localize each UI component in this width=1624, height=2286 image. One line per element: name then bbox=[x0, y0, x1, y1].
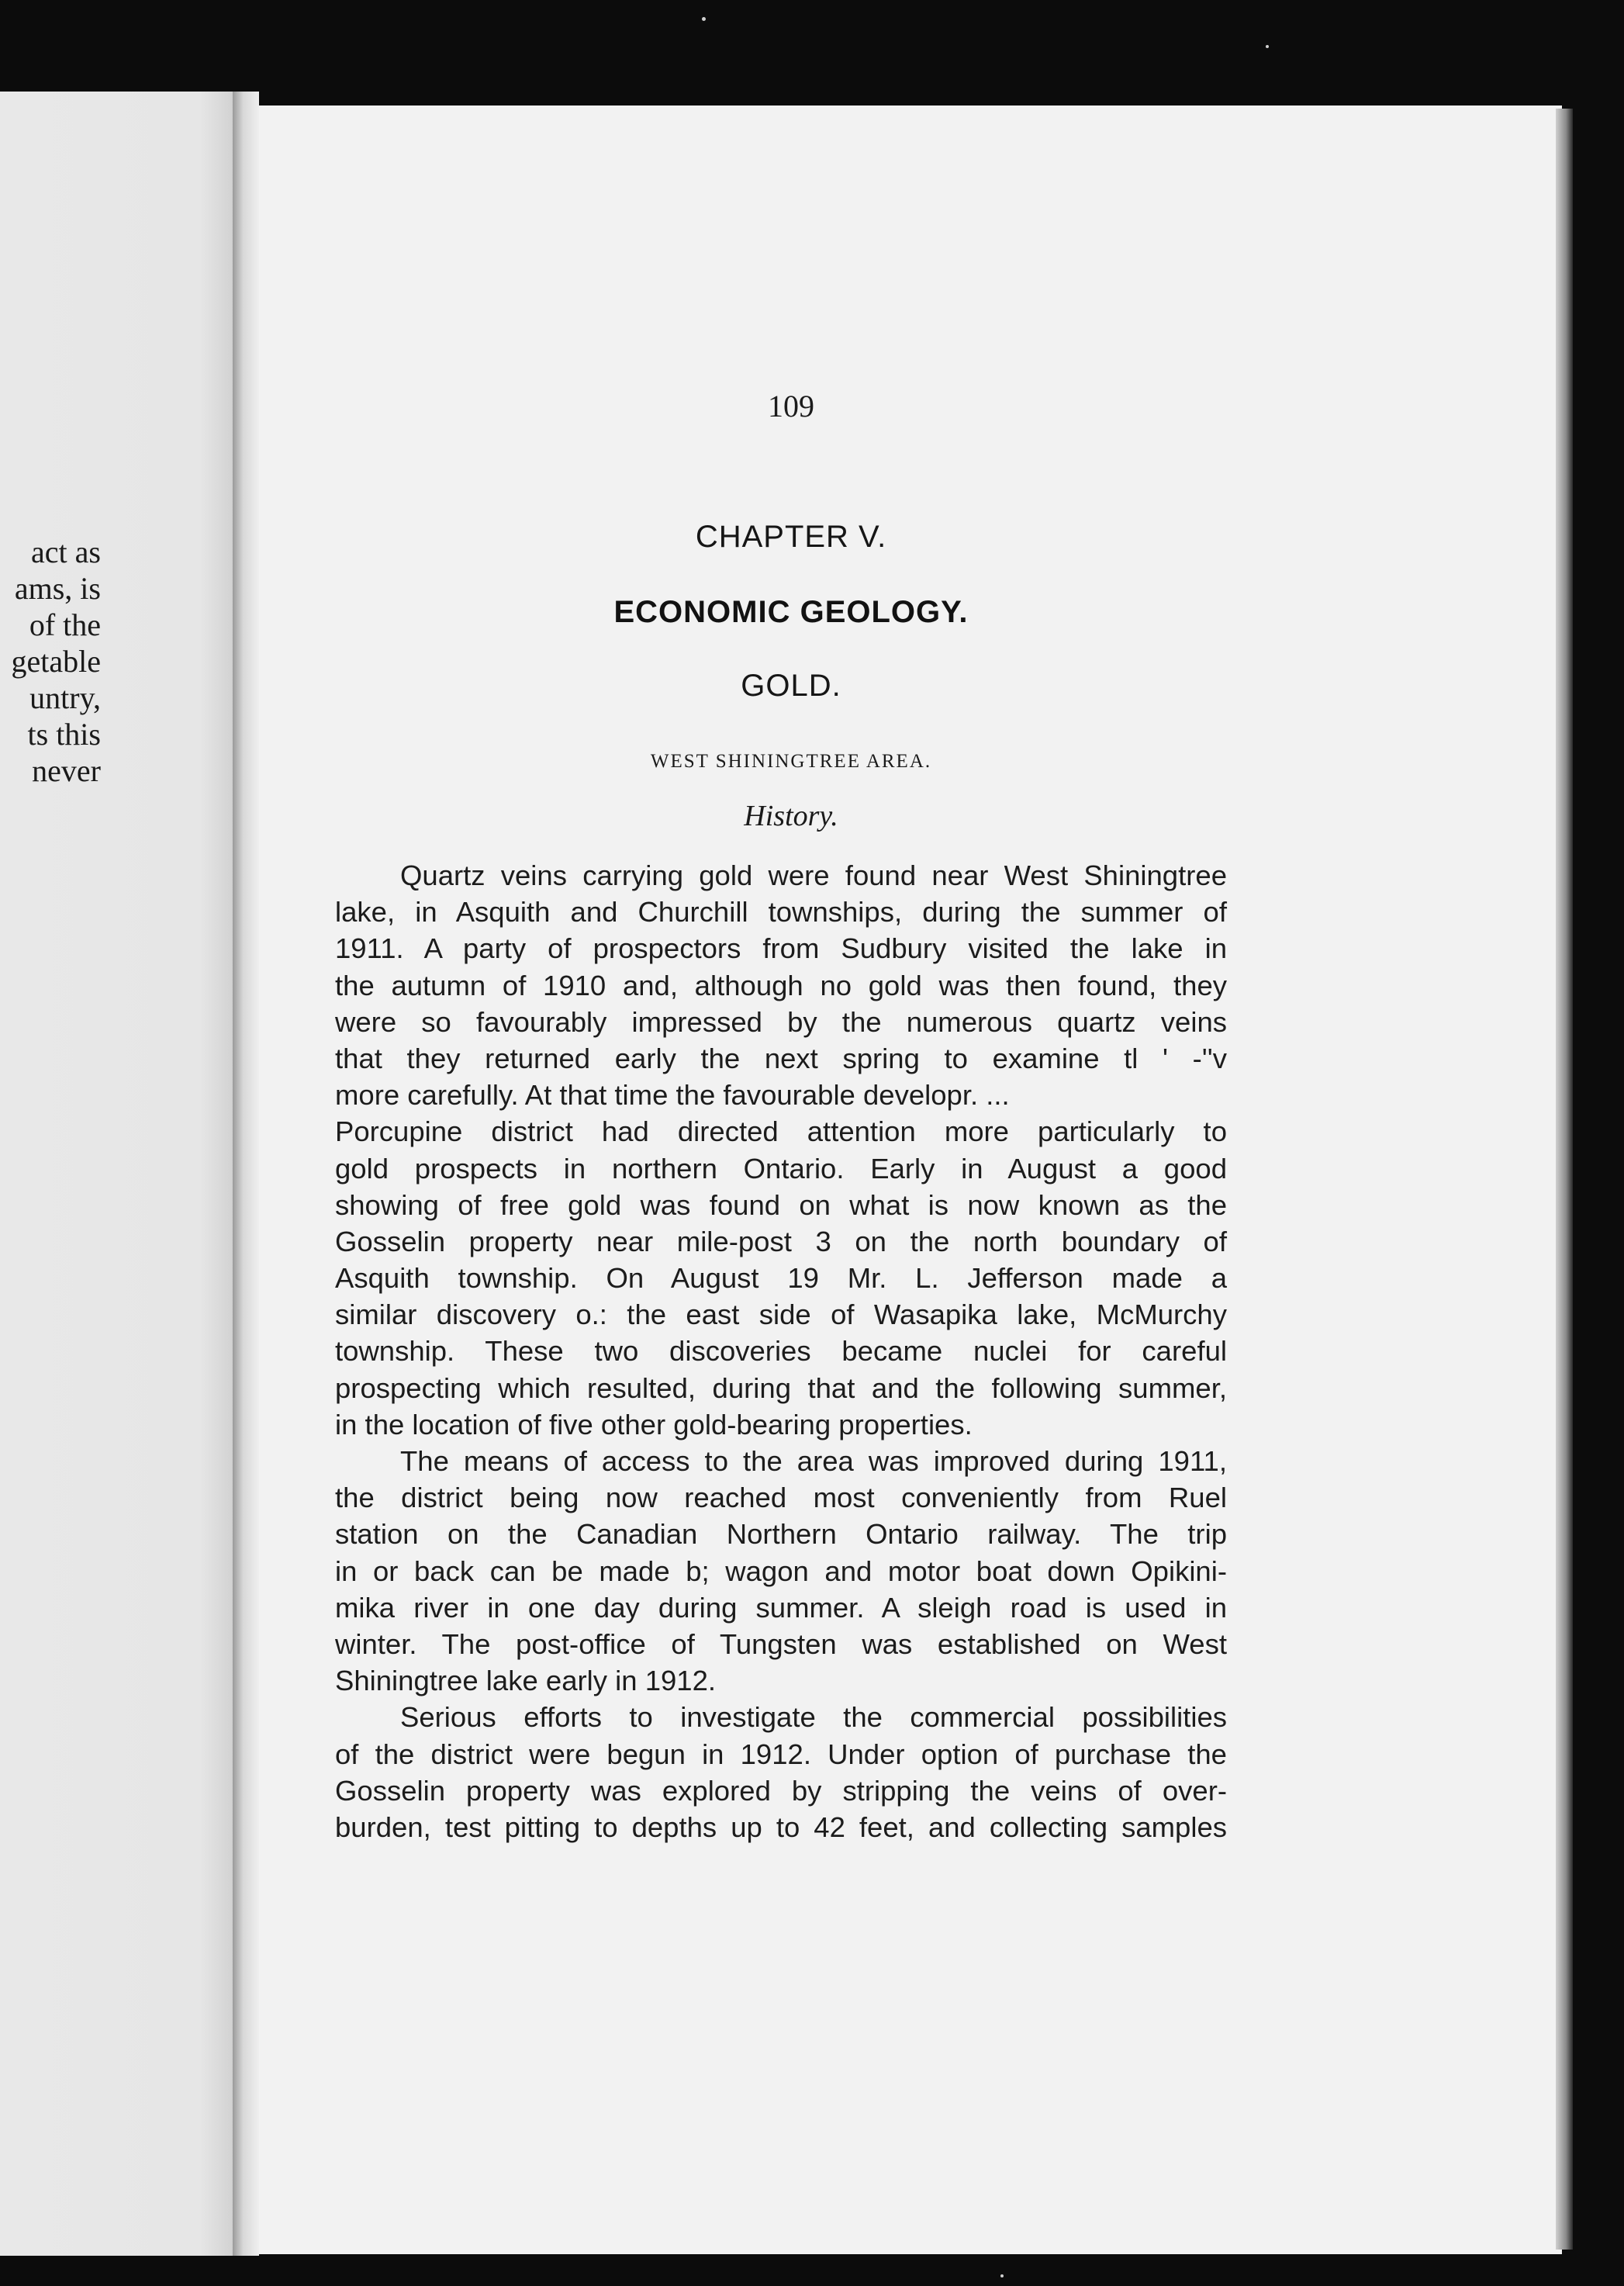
text-line: burden, test pitting to depths up to 42 feet, and collecting samples bbox=[335, 1810, 1227, 1843]
paragraph bbox=[335, 1443, 1227, 1699]
page-edge bbox=[1556, 109, 1573, 2250]
body-text bbox=[335, 857, 1227, 1845]
left-page-line: of the bbox=[29, 607, 101, 642]
text-line: Quartz veins carrying gold were found near West Shiningtree bbox=[400, 859, 1227, 891]
left-page-line: untry, bbox=[29, 680, 101, 715]
text-line: were so favourably impressed by the numerous quartz veins bbox=[335, 1005, 1227, 1038]
text-line: that they returned early the next spring to examine tl ' -''v bbox=[335, 1042, 1227, 1074]
text-line: winter. The post-office of Tungsten was established on West bbox=[335, 1627, 1227, 1660]
scan-speck bbox=[1266, 45, 1269, 48]
area-heading: WEST SHININGTREE AREA. bbox=[650, 751, 932, 772]
text-line: prospecting which resulted, during that and the following summer, bbox=[335, 1371, 1227, 1404]
text-line: of the district were begun in 1912. Under option of purchase the bbox=[335, 1738, 1227, 1770]
text-line: The means of access to the area was improved during 1911, bbox=[400, 1445, 1227, 1477]
left-page-line: ts this bbox=[27, 717, 101, 752]
text-line: township. These two discoveries became nuclei for careful bbox=[335, 1335, 1227, 1368]
scan-speck bbox=[1000, 2274, 1004, 2277]
scan-speck bbox=[702, 17, 706, 21]
text-line: the autumn of 1910 and, although no gold was then found, they bbox=[335, 969, 1227, 1001]
chapter-title: CHAPTER V. bbox=[695, 520, 887, 554]
left-page-line: never bbox=[32, 753, 101, 788]
left-page-line: ams, is bbox=[14, 571, 101, 606]
text-line: 1911. A party of prospectors from Sudbury visited the lake in bbox=[335, 932, 1227, 965]
left-page-text bbox=[0, 534, 101, 789]
text-line: the district being now reached most conveniently from Ruel bbox=[335, 1482, 1227, 1514]
text-line: Gosselin property near mile-post 3 on the north boundary of bbox=[335, 1225, 1227, 1257]
history-subheading: History. bbox=[744, 800, 838, 832]
text-line: similar discovery o.: the east side of Wasapika lake, McMurchy bbox=[335, 1299, 1227, 1331]
section-title: GOLD. bbox=[741, 669, 841, 703]
book-gutter bbox=[233, 92, 259, 2256]
page-number: 109 bbox=[768, 389, 814, 424]
text-line: showing of free gold was found on what is now known as the bbox=[335, 1188, 1227, 1221]
text-line: Asquith township. On August 19 Mr. L. Jefferson made a bbox=[335, 1262, 1227, 1295]
text-line: Gosselin property was explored by stripping the veins of over- bbox=[335, 1774, 1227, 1807]
paragraph bbox=[335, 857, 1227, 1443]
paragraph bbox=[335, 1699, 1227, 1845]
text-line: in the location of five other gold-bearing properties. bbox=[335, 1408, 973, 1440]
left-page-line: getable bbox=[11, 644, 101, 679]
text-line: Shiningtree lake early in 1912. bbox=[335, 1665, 717, 1697]
left-page bbox=[0, 92, 250, 2256]
text-line: mika river in one day during summer. A sleigh road is used in bbox=[335, 1591, 1227, 1624]
text-line: in or back can be made b; wagon and motor boat down Opikini- bbox=[335, 1555, 1227, 1587]
chapter-subject: ECONOMIC GEOLOGY. bbox=[613, 595, 969, 629]
text-line: lake, in Asquith and Churchill townships, during the summer of bbox=[335, 896, 1227, 929]
text-line: Serious efforts to investigate the commercial possibilities bbox=[400, 1701, 1227, 1734]
text-line: gold prospects in northern Ontario. Early in August a good bbox=[335, 1152, 1227, 1185]
text-line: more carefully. At that time the favourable developr. ... bbox=[335, 1079, 1010, 1112]
text-line: Porcupine district had directed attention more particularly to bbox=[335, 1115, 1227, 1148]
text-line: station on the Canadian Northern Ontario railway. The trip bbox=[335, 1518, 1227, 1551]
left-page-line: act as bbox=[31, 534, 101, 569]
